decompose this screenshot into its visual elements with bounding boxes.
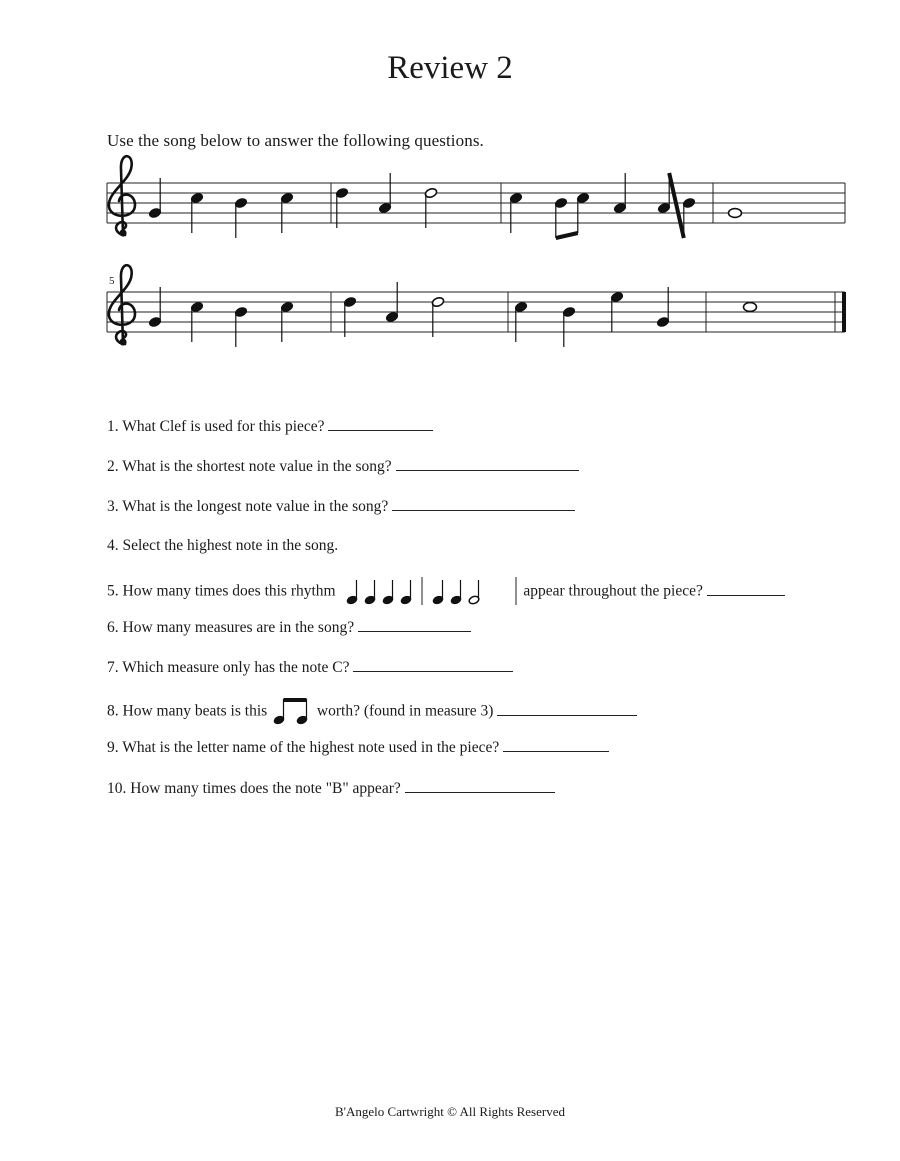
quarter-note-icon xyxy=(400,580,412,605)
rhythm-snippet xyxy=(340,577,520,607)
measure-number: 5 xyxy=(109,275,115,287)
question-10 xyxy=(107,778,555,798)
question-3-text: 3. What is the longest note value in the song? xyxy=(107,498,389,515)
quarter-note-icon xyxy=(450,580,462,605)
instructions: Use the song below to answer the following questions. xyxy=(107,131,484,150)
quarter-note-icon xyxy=(382,580,394,605)
question-6-text: 6. How many measures are in the song? xyxy=(107,619,355,636)
quarter-note-icon xyxy=(432,580,444,605)
question-8-text-after: worth? (found in measure 3) xyxy=(316,702,494,720)
note xyxy=(343,296,357,337)
beam xyxy=(556,233,578,238)
question-5-text-before: 5. How many times does this rhythm xyxy=(107,582,336,600)
question-6 xyxy=(107,617,471,637)
note xyxy=(431,296,445,337)
music-staff-system-2 xyxy=(0,268,900,358)
note xyxy=(656,287,670,328)
note xyxy=(424,187,438,228)
question-7 xyxy=(107,657,513,677)
answer-blank-3[interactable] xyxy=(392,496,575,511)
note xyxy=(554,197,568,238)
note xyxy=(234,197,248,238)
page-title: Review 2 xyxy=(387,50,513,86)
question-5-text-after: appear throughout the piece? xyxy=(523,582,703,600)
treble-clef-icon xyxy=(109,156,135,236)
note xyxy=(335,187,349,228)
notehead xyxy=(744,303,757,312)
copyright-footer: B'Angelo Cartwright © All Rights Reserved xyxy=(335,1104,565,1119)
question-10-text: 10. How many times does the note "B" appear? xyxy=(107,780,401,797)
question-2-text: 2. What is the shortest note value in the song? xyxy=(107,458,392,475)
note xyxy=(744,303,757,312)
answer-blank-1[interactable] xyxy=(328,416,433,431)
question-8-text-before: 8. How many beats is this xyxy=(107,702,268,720)
answer-blank-6[interactable] xyxy=(358,617,471,632)
note xyxy=(562,306,576,347)
question-4-text: 4. Select the highest note in the song. xyxy=(107,537,339,554)
notehead xyxy=(729,209,742,218)
question-9-text: 9. What is the letter name of the highest note used in the piece? xyxy=(107,739,500,756)
half-note-icon xyxy=(468,580,480,605)
note xyxy=(148,287,162,328)
answer-blank-2[interactable] xyxy=(396,456,579,471)
question-3 xyxy=(107,496,575,516)
answer-blank-9[interactable] xyxy=(503,737,609,752)
answer-blank-5[interactable] xyxy=(707,581,785,596)
question-7-text: 7. Which measure only has the note C? xyxy=(107,659,350,676)
answer-blank-10[interactable] xyxy=(405,778,555,793)
music-staff-system-1 xyxy=(0,165,900,245)
note xyxy=(729,209,742,218)
question-1 xyxy=(107,416,433,436)
question-8 xyxy=(107,697,637,727)
question-4 xyxy=(107,537,338,555)
note xyxy=(234,306,248,347)
question-2 xyxy=(107,456,579,476)
answer-blank-7[interactable] xyxy=(353,657,513,672)
note xyxy=(148,178,162,219)
quarter-note-icon xyxy=(364,580,376,605)
question-1-text: 1. What Clef is used for this piece? xyxy=(107,418,325,435)
answer-blank-8[interactable] xyxy=(497,701,637,716)
question-9 xyxy=(107,737,609,757)
question-5 xyxy=(107,577,785,607)
quarter-note-icon xyxy=(346,580,358,605)
eighth-note-pair xyxy=(271,697,313,727)
